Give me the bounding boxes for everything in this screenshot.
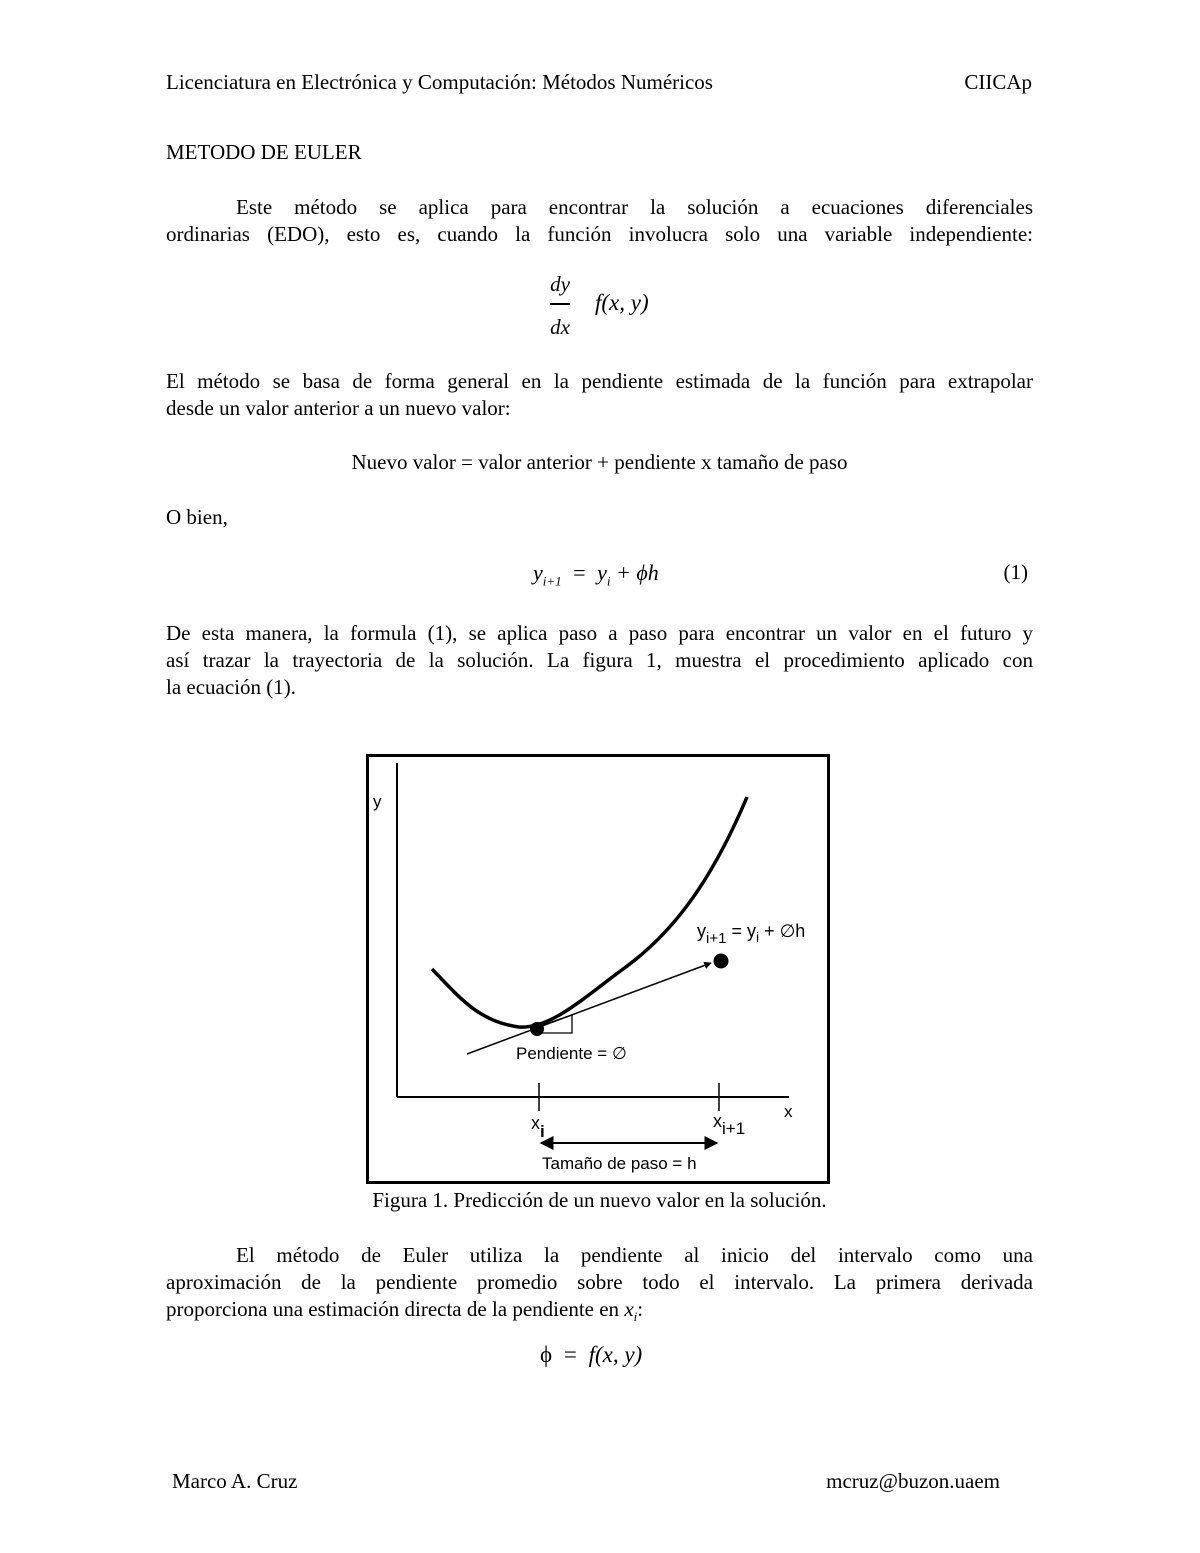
footer-right: mcruz@buzon.uaem xyxy=(826,1469,1000,1493)
pred-sub1: i+1 xyxy=(706,930,727,947)
equation-1 xyxy=(533,560,659,589)
xi1-label xyxy=(713,1111,745,1138)
intro-line-2: ordinarias (EDO), esto es, cuando la función involucra solo una variable independiente: xyxy=(166,222,1033,246)
intro-paragraph xyxy=(166,194,1033,248)
phi-lhs: ϕ xyxy=(540,1342,553,1367)
para4-end: : xyxy=(637,1297,644,1321)
eq1-equals: = xyxy=(573,560,586,585)
step-label: Tamaño de paso = h xyxy=(542,1154,697,1173)
para4-line-2: aproximación de la pendiente promedio sobre todo el intervalo. La primera derivada xyxy=(166,1270,1033,1294)
equation-derivative xyxy=(540,272,580,340)
prediction-label xyxy=(697,921,805,947)
slope-label: Pendiente = ∅ xyxy=(516,1044,627,1063)
eq1-rhs-var: y xyxy=(597,560,607,585)
phi-rhs: f(x, y) xyxy=(588,1342,643,1367)
para3-line-2: así trazar la trayectoria de la solución. La figura 1, muestra el procedimiento aplicado con xyxy=(166,648,1033,672)
fraction-bar xyxy=(550,303,570,305)
equation-phi xyxy=(540,1342,642,1368)
eq-rhs: f(x, y) xyxy=(595,290,649,315)
footer-left: Marco A. Cruz xyxy=(172,1469,298,1493)
xi1-main: x xyxy=(713,1111,722,1131)
o-bien-text: O bien, xyxy=(166,505,228,529)
xi-sub: i xyxy=(540,1122,545,1141)
slope-arrow xyxy=(467,963,711,1054)
eq-numerator: dy xyxy=(550,272,570,296)
x-axis-label: x xyxy=(784,1102,793,1121)
xi1-sub: i+1 xyxy=(722,1119,746,1138)
paragraph-4 xyxy=(166,1242,1033,1330)
phi-eq: = xyxy=(563,1342,577,1367)
para2-line-1: El método se basa de forma general en la pendiente estimada de la función para extrapolar xyxy=(166,369,1033,393)
intro-line-1: Este método se aplica para encontrar la solución a ecuaciones diferenciales xyxy=(236,195,1033,219)
para4-sub: i xyxy=(633,1309,638,1325)
paragraph-2 xyxy=(166,368,1033,422)
pred-sub2: i xyxy=(755,929,760,945)
para4-line-1: El método de Euler utiliza la pendiente al inicio del intervalo como una xyxy=(236,1243,1033,1267)
pred-y: y xyxy=(697,921,706,941)
y-axis-label: y xyxy=(373,792,382,811)
section-title: METODO DE EULER xyxy=(166,140,362,164)
solution-curve xyxy=(432,797,747,1027)
figure-caption: Figura 1. Predicción de un nuevo valor en la solución. xyxy=(372,1188,827,1212)
para4-line-3 xyxy=(166,1296,1033,1330)
eq1-lhs-sub: i+1 xyxy=(542,573,562,589)
euler-diagram xyxy=(369,757,827,1181)
pred-tail: + ∅h xyxy=(759,921,806,941)
para3-line-3: la ecuación (1). xyxy=(166,675,297,699)
para2-line-2: desde un valor anterior a un nuevo valor: xyxy=(166,396,511,420)
eq-denominator: dx xyxy=(550,315,570,339)
page-header-left: Licenciatura en Electrónica y Computación: Métodos Numéricos xyxy=(166,70,713,94)
paragraph-3 xyxy=(166,620,1033,701)
eq1-plus-term: + ϕh xyxy=(615,560,659,585)
equation-number-1: (1) xyxy=(1003,560,1028,584)
page-header-right: CIICAp xyxy=(964,70,1032,94)
eq1-lhs-var: y xyxy=(533,560,543,585)
xi-main: x xyxy=(531,1113,540,1133)
point-yi1 xyxy=(714,954,729,969)
para4-line-3-text: proporciona una estimación directa de la pendiente en xyxy=(166,1297,625,1321)
point-yi xyxy=(530,1022,544,1036)
figure-1 xyxy=(366,754,830,1184)
pred-eq: = y xyxy=(726,921,756,941)
xi-label xyxy=(531,1113,545,1141)
word-equation: Nuevo valor = valor anterior + pendiente x tamaño de paso xyxy=(351,450,848,474)
eq1-rhs-sub: i xyxy=(606,573,611,589)
para3-line-1: De esta manera, la formula (1), se aplica paso a paso para encontrar un valor en el futuro y xyxy=(166,621,1033,645)
para4-var: x xyxy=(624,1297,634,1321)
